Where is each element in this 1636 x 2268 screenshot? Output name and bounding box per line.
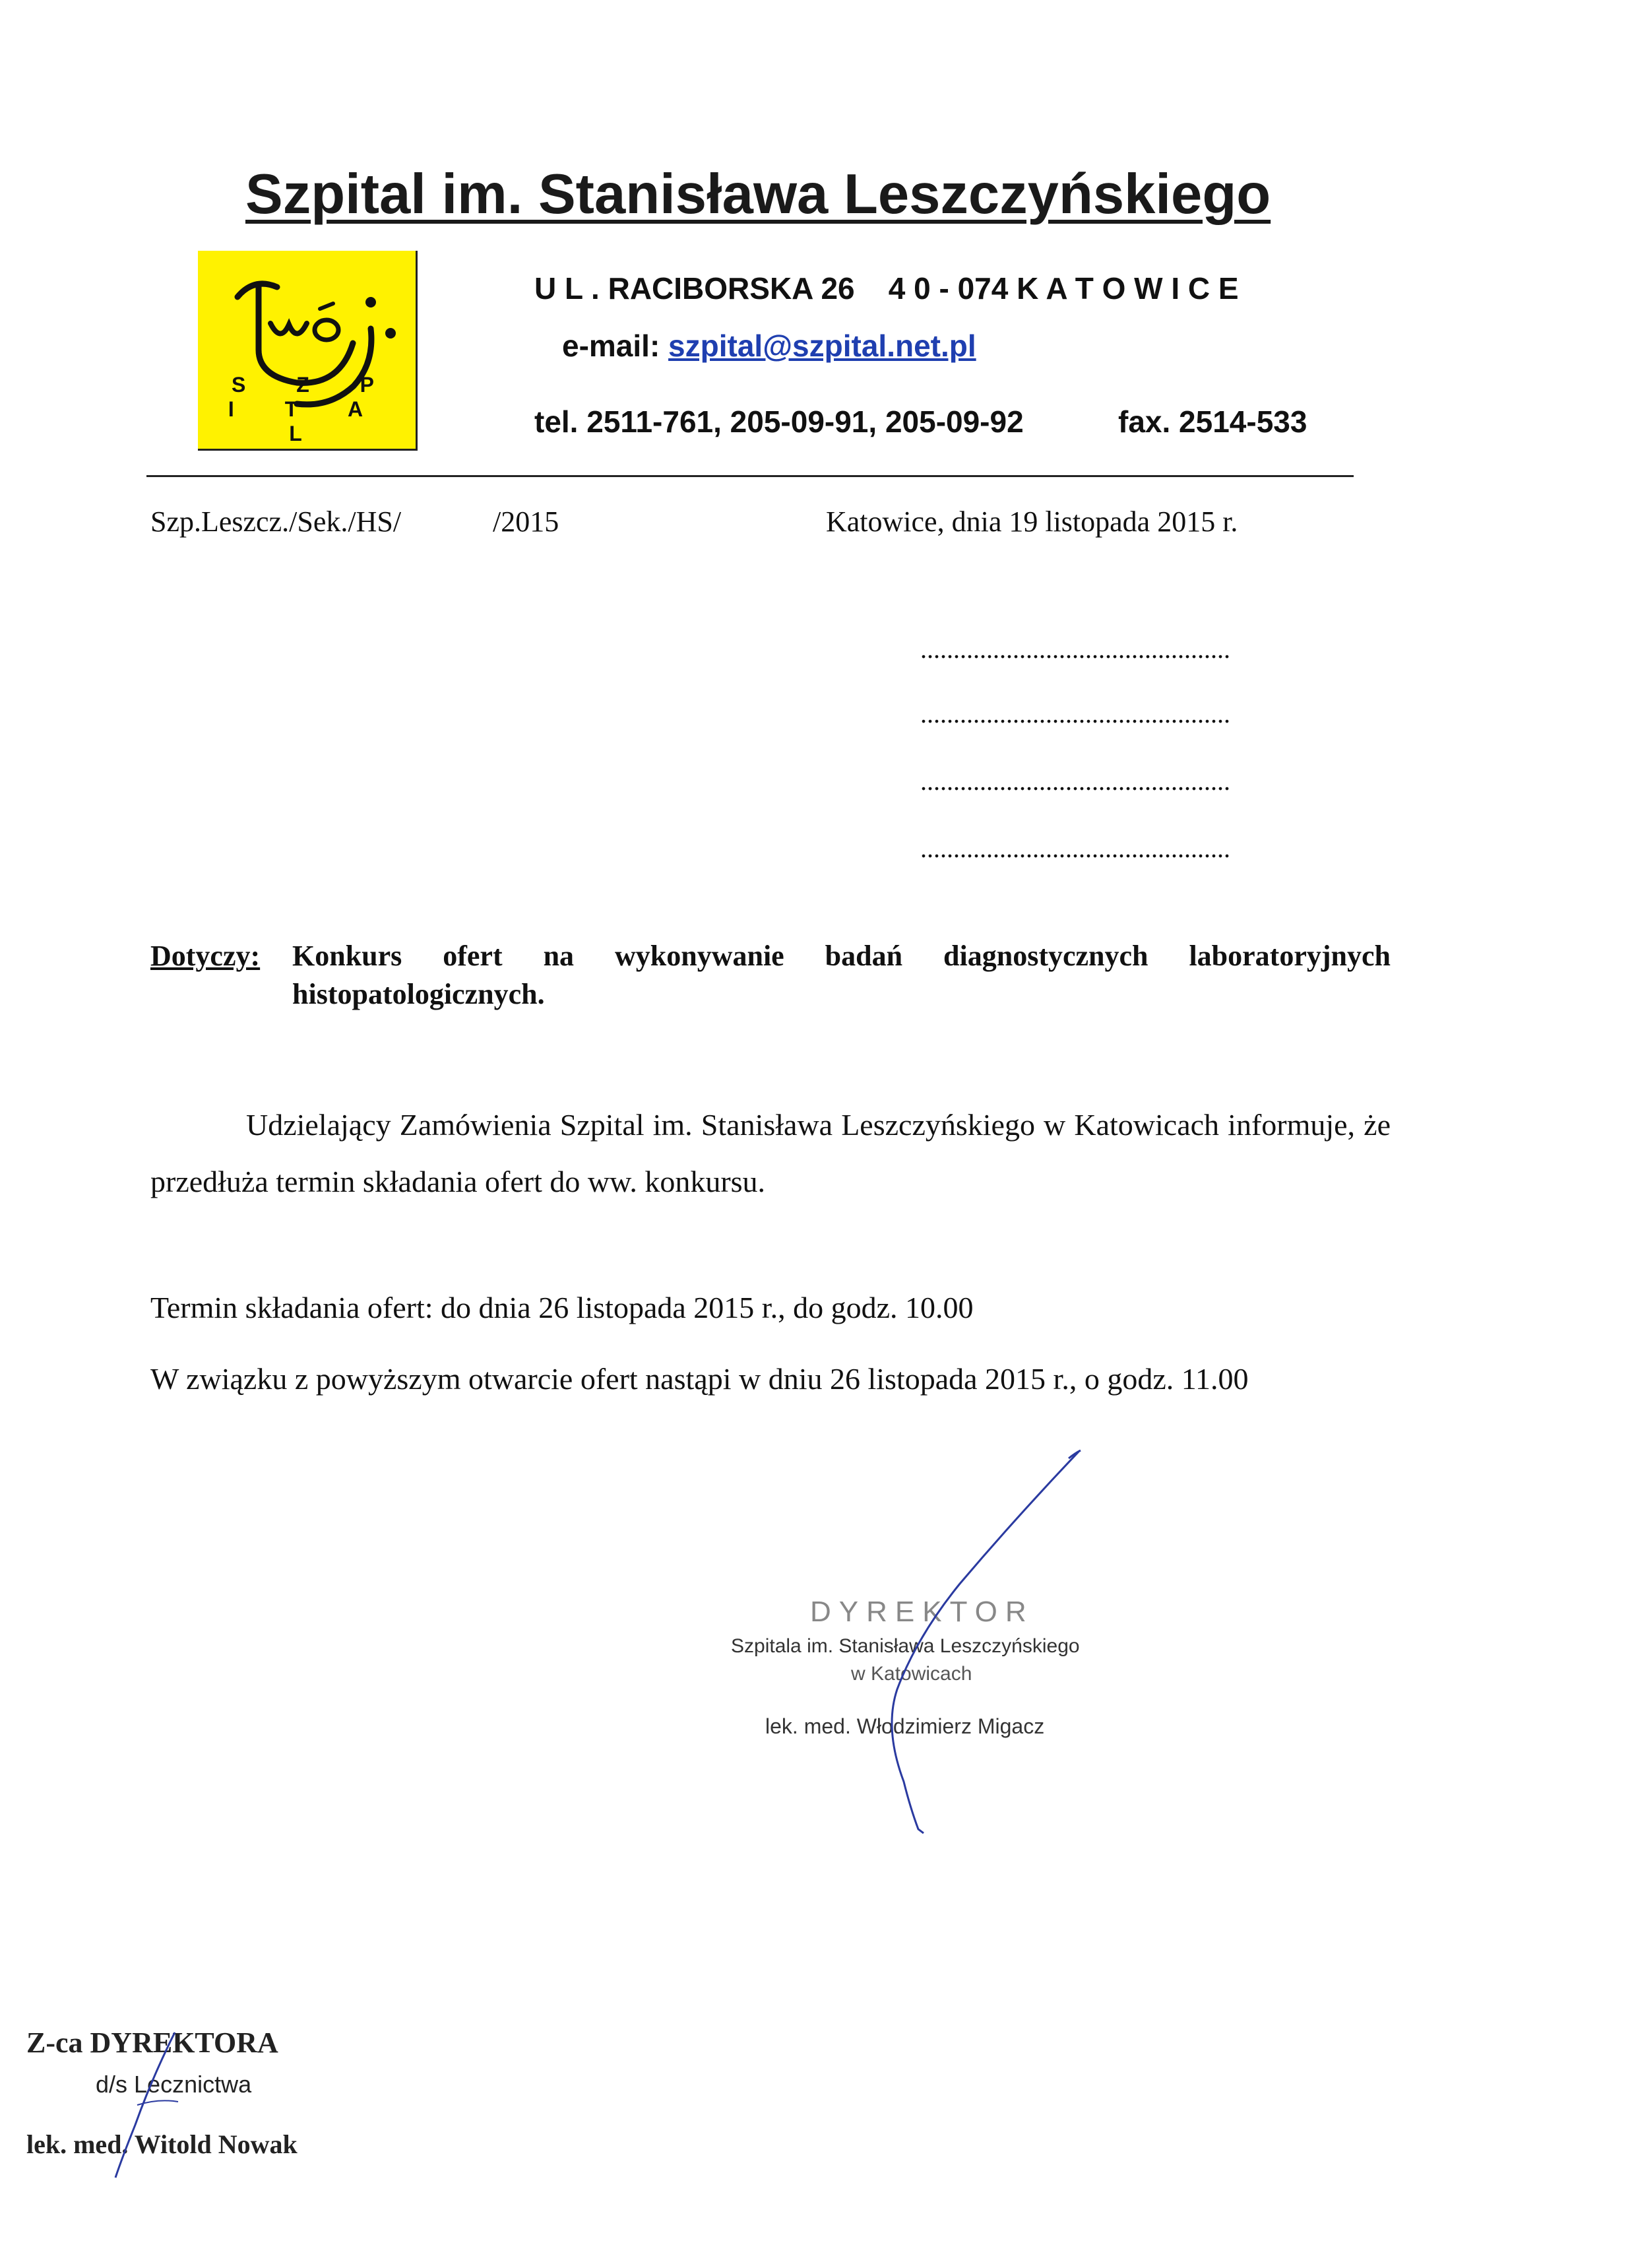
place-date: Katowice, dnia 19 listopada 2015 r. [826,505,1238,538]
email-link[interactable]: szpital@szpital.net.pl [668,329,976,363]
subject-label: Dotyczy: [150,940,261,972]
logo-label: S Z P I T A L [228,373,396,445]
subject-block [150,937,1391,1010]
recipient-line: ............................................... [920,634,1230,664]
opening-line: W związku z powyższym otwarcie ofert nastąpi w dniu 26 listopada 2015 r., o godz. 11.00 [150,1362,1249,1396]
body-paragraph: Udzielający Zamówienia Szpital im. Stanisława Leszczyńskiego w Katowicach informuje, że przedłuża termin składania ofert do ww. konkursu. [150,1108,1391,1198]
subject-text: Konkurs ofert na wykonywanie badań diagnostycznych laboratoryjnych histopatologicznych. [292,940,1391,1010]
address-street: U L . RACIBORSKA 26 [534,271,855,306]
hospital-name-heading: Szpital im. Stanisława Leszczyńskiego [245,163,1271,226]
director-signature-icon [818,1439,1095,1848]
deputy-signature-icon [99,2026,204,2184]
director-stamp-city: w Katowicach [851,1663,972,1685]
reference-year: /2015 [493,505,559,538]
address-line [534,271,1239,306]
deputy-stamp-department: d/s Lecznictwa [96,2071,252,2098]
hospital-logo [198,251,418,451]
fax-line: fax. 2514-533 [1118,405,1307,439]
deputy-stamp-name: lek. med. Witold Nowak [26,2129,298,2159]
recipient-line: ............................................... [920,833,1230,863]
deadline-line: Termin składania ofert: do dnia 26 listopada 2015 r., do godz. 10.00 [150,1291,974,1324]
director-stamp-title: DYREKTOR [810,1596,1034,1628]
reference-number: Szp.Leszcz./Sek./HS/ [150,505,402,538]
telephone-line: tel. 2511-761, 205-09-91, 205-09-92 [534,405,1024,439]
director-stamp-name: lek. med. Włodzimierz Migacz [765,1714,1045,1738]
email-line [562,328,976,364]
recipient-line: ............................................... [920,699,1230,729]
recipient-line: ............................................... [920,766,1230,796]
address-city: 4 0 - 074 K A T O W I C E [888,271,1239,306]
deputy-stamp-title: Z-ca DYREKTORA [26,2026,278,2059]
header-divider [146,475,1354,477]
director-stamp-institution: Szpitala im. Stanisława Leszczyńskiego [731,1635,1080,1657]
email-label: e-mail: [562,329,669,363]
